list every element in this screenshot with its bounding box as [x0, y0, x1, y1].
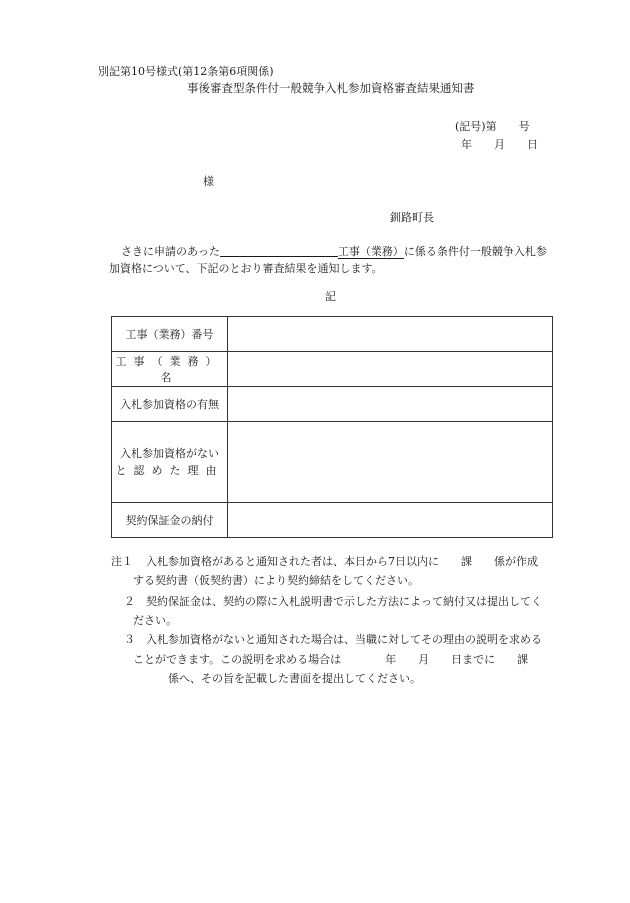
body-line1-underlined: 工事（業務）: [337, 245, 404, 258]
table-row-reason: [112, 422, 553, 503]
note-2-line1: 契約保証金は、契約の際に入札説明書で示した方法によって納付又は提出してく: [146, 595, 542, 608]
issue-date: 年 月 日: [461, 138, 538, 151]
form-reference: 別記第10号様式(第12条第6項関係): [98, 65, 274, 78]
note-1-line1: 入札参加資格があると通知された者は、本日から7日以内に 課 係が作成: [146, 555, 538, 568]
body-line1-prefix: さきに申請のあった: [121, 245, 220, 258]
note-3-line1: 入札参加資格がないと通知された場合は、当職に対してその理由の説明を求める: [146, 633, 542, 646]
value-reason: [228, 422, 553, 503]
label-reason-line2: と認めた理由: [115, 464, 224, 477]
sender-name: 釧路町長: [390, 211, 434, 224]
value-project-number: [228, 317, 553, 352]
table-row-project-number: [112, 317, 553, 352]
value-eligibility: [228, 387, 553, 422]
note-2-mark: ２: [124, 595, 135, 608]
table-row-eligibility: [112, 387, 553, 422]
record-number: (記号)第 号: [455, 120, 530, 133]
project-name-blank: [220, 244, 338, 257]
note-2-line2: ださい。: [133, 614, 177, 627]
note-1-mark: 注１: [111, 555, 133, 568]
table-row-deposit: [112, 503, 553, 538]
value-deposit: [228, 503, 553, 538]
note-3-line2: ことができます。この説明を求める場合は 年 月 日までに 課: [133, 653, 529, 666]
body-line1-suffix: に係る条件付一般競争入札参: [403, 245, 547, 258]
label-reason: [112, 422, 228, 503]
note-3-line3: 係へ、その旨を記載した書面を提出してください。: [168, 672, 421, 685]
body-line-2: 加資格について、下記のとおり審査結果を通知します。: [109, 262, 383, 275]
label-project-number: 工事（業務）番号: [112, 317, 228, 352]
note-3-mark: ３: [124, 633, 135, 646]
label-eligibility: 入札参加資格の有無: [112, 387, 228, 422]
table-row-project-name: [112, 352, 553, 387]
addressee-suffix: 様: [203, 175, 214, 188]
result-table: [111, 316, 553, 538]
ki-mark: 記: [325, 290, 336, 303]
document-title: 事後審査型条件付一般競争入札参加資格審査結果通知書: [187, 81, 475, 95]
label-project-name: 工事（業務）名: [112, 352, 228, 387]
value-project-name: [228, 352, 553, 387]
label-reason-line1: 入札参加資格がない: [120, 447, 219, 460]
note-1-line2: する契約書（仮契約書）により契約締結をしてください。: [133, 574, 419, 587]
label-deposit: 契約保証金の納付: [112, 503, 228, 538]
